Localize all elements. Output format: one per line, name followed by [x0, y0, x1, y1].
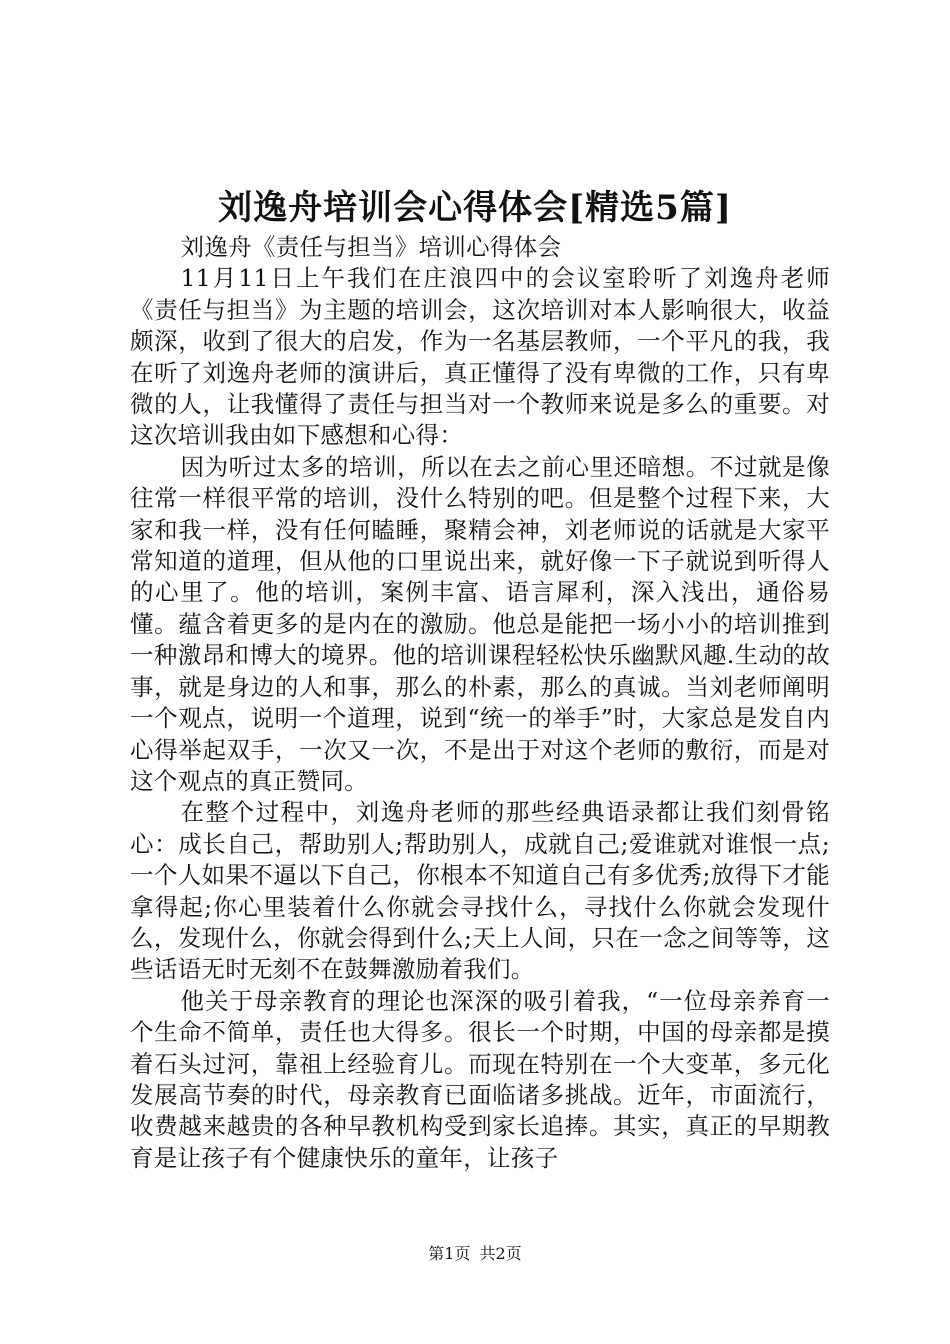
document-body: [130, 232, 830, 1174]
page-title: 刘逸舟培训会心得体会[精选5篇]: [218, 188, 732, 228]
document-subtitle: 刘逸舟《责任与担当》培训心得体会: [180, 233, 562, 261]
page-number: 第1页: [428, 1244, 471, 1263]
paragraph-2: 因为听过太多的培训，所以在去之前心里还暗想。不过就是像往常一样很平常的培训，没什么特别的吧。但是整个过程下来，大家和我一样，没有任何瞌睡，聚精会神，刘老师说的话就是大家平常知道的道理，但从他的口里说出来，就好像一下子就说到听得人的心里了。他的培训，案例丰富、语言犀利，深入浅出，通俗易懂。蕴含着更多的是内在的激励。他总是能把一场小小的培训推到一种激昂和博大的境界。他的培训课程轻松快乐幽默风趣.生动的故事，就是身边的人和事，那么的朴素，那么的真诚。当刘老师阐明一个观点，说明一个道理，说到“统一的举手”时，大家总是发自内心得举起双手，一次又一次，不是出于对这个老师的敷衍，而是对这个观点的真正赞同。: [130, 452, 830, 795]
page-footer: [0, 1244, 950, 1264]
paragraph-1: 11月11日上午我们在庄浪四中的会议室聆听了刘逸舟老师《责任与担当》为主题的培训会，这次培训对本人影响很大，收益颇深，收到了很大的启发，作为一名基层教师，一个平凡的我，我在听了刘逸舟老师的演讲后，真正懂得了没有卑微的工作，只有卑微的人，让我懂得了责任与担当对一个教师来说是多么的重要。对这次培训我由如下感想和心得：: [130, 264, 830, 450]
paragraph-3: 在整个过程中，刘逸舟老师的那些经典语录都让我们刻骨铭心：成长自己，帮助别人;帮助别人，成就自己;爱谁就对谁恨一点;一个人如果不逼以下自己，你根本不知道自己有多优秀;放得下才能拿得起;你心里装着什么你就会寻找什么，寻找什么你就会发现什么，发现什么，你就会得到什么;天上人间，只在一念之间等等，这些话语无时无刻不在鼓舞激励着我们。: [130, 798, 830, 984]
page-total: 共2页: [479, 1244, 522, 1263]
paragraph-4: 他关于母亲教育的理论也深深的吸引着我，“一位母亲养育一个生命不简单，责任也大得多。很长一个时期，中国的母亲都是摸着石头过河，靠祖上经验育儿。而现在特别在一个大变革，多元化发展高节奏的时代，母亲教育已面临诸多挑战。近年，市面流行，收费越来越贵的各种早教机构受到家长追捧。其实，真正的早期教育是让孩子有个健康快乐的童年，让孩子: [130, 986, 830, 1172]
